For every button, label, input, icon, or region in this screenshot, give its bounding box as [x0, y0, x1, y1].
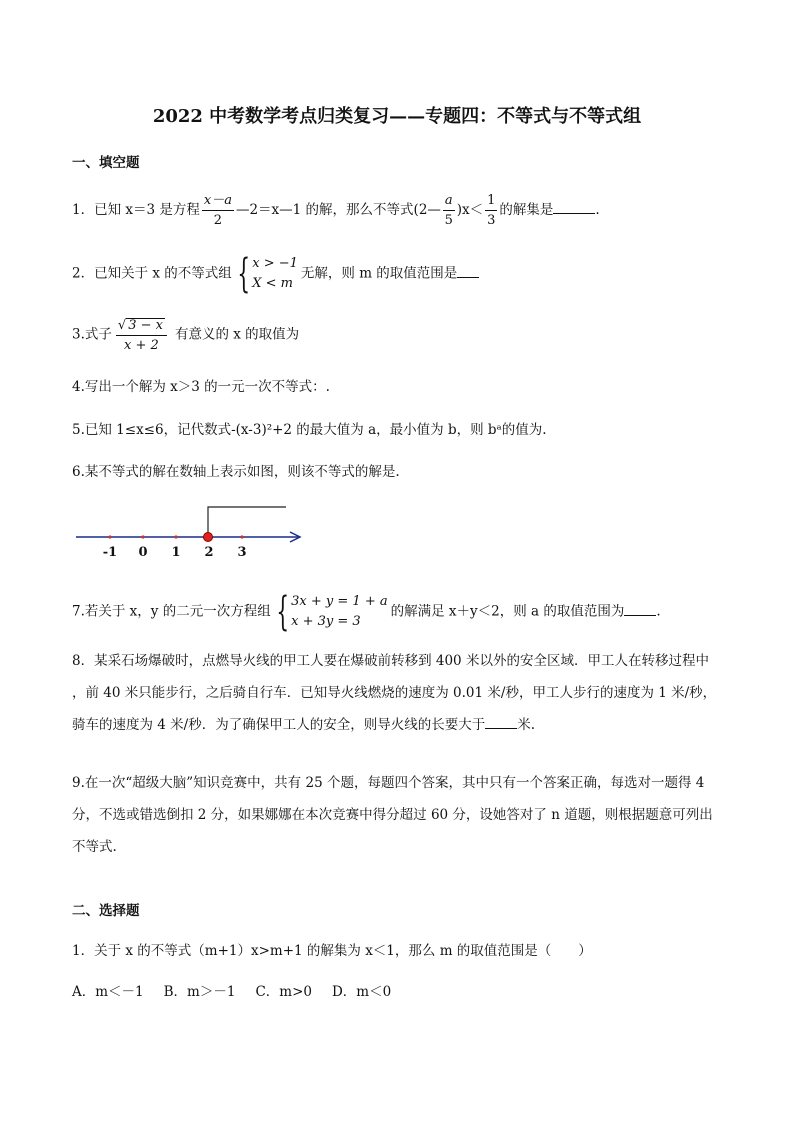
q3-radicand: 3 − x [128, 318, 163, 333]
question-7 [72, 589, 661, 635]
question-3 [72, 318, 299, 352]
q1-frac3-den: 3 [487, 213, 496, 228]
solution-point [204, 533, 213, 542]
q2-answer-blank[interactable] [457, 263, 479, 278]
q7-text-b: 的解满足 x＋y＜2，则 a 的取值范围为 [390, 603, 625, 620]
q7-row-2: x + 3y = 3 [291, 614, 361, 629]
question-6: 6.某不等式的解在数轴上表示如图，则该不等式的解是. [72, 464, 400, 480]
question-8 [72, 645, 722, 741]
question-2 [72, 251, 479, 297]
q3-frac-den: x + 2 [124, 338, 159, 353]
sqrt-symbol: √ 3 − x [117, 318, 163, 333]
q7-row-1: 3x + y = 1 + a [291, 594, 388, 609]
q8-line-3b: 米. [517, 717, 536, 733]
q8-answer-blank[interactable] [485, 714, 517, 729]
q2-row-1: x > −1 [252, 256, 298, 271]
mc-question-1: 1．关于 x 的不等式（m+1）x>m+1 的解集为 x＜1，那么 m 的取值范围是（ ） [72, 943, 592, 959]
number-line-tick [240, 535, 243, 538]
mc-question-1-options [72, 982, 391, 1002]
number-line-tick-label: 3 [237, 545, 247, 560]
question-1 [72, 194, 600, 227]
q2-text-a: 2．已知关于 x 的不等式组 [72, 265, 232, 282]
option-a[interactable]: A．m＜－1 [72, 984, 144, 1000]
question-9 [72, 767, 722, 863]
q9-line-2: 分，不选或错选倒扣 2 分，如果娜娜在本次竞赛中得分超过 60 分，设她答对了 n 道题，则根据题意可列出 [72, 807, 713, 823]
page-title: 2022 中考数学考点归类复习——专题四：不等式与不等式组 [152, 106, 642, 127]
number-line-tick [141, 535, 144, 538]
q7-equation-system [274, 589, 388, 635]
question-5: 5.已知 1≤x≤6，记代数式-(x-3)²+2 的最大值为 a，最小值为 b，则 bᵃ的值为. [72, 422, 547, 438]
q8-line-3 [72, 709, 722, 741]
section-heading-fill-blank: 一、填空题 [72, 155, 140, 171]
q7-brace: { [276, 589, 289, 635]
q9-line-3: 不等式. [72, 839, 117, 855]
q1-frac3-num: 1 [485, 194, 497, 211]
number-line-tick-label: 1 [171, 545, 181, 560]
option-b[interactable]: B．m＞－1 [163, 984, 236, 1000]
q7-answer-blank[interactable] [624, 601, 656, 616]
number-line-tick-label: 0 [138, 545, 148, 560]
q1-frac2-den: 5 [444, 213, 453, 228]
q2-inequality-system [235, 251, 298, 297]
q1-fraction-2 [443, 194, 455, 227]
number-line-tick [174, 535, 177, 538]
q2-text-b: 无解，则 m 的取值范围是 [300, 265, 458, 282]
q3-text-b: 有意义的 x 的取值为 [174, 326, 300, 343]
q8-line-1: 8．某采石场爆破时，点燃导火线的甲工人要在爆破前转移到 400 米以外的安全区域．甲工人在转移过程中 [72, 653, 709, 669]
number-line-ticks [103, 535, 247, 560]
solution-ray [208, 507, 286, 537]
number-line-tick-label: -1 [102, 545, 118, 560]
q3-frac-num [116, 318, 167, 336]
q1-text-e: . [595, 202, 600, 218]
number-line-tick-label: 2 [204, 545, 214, 560]
option-d[interactable]: D．m＜0 [331, 984, 392, 1000]
q1-frac-num: x－a [202, 194, 234, 211]
q2-brace: { [237, 251, 250, 297]
q1-text-b: —2＝x—1 的解，那么不等式(2— [235, 202, 441, 218]
q3-text-a: 3.式子 [72, 326, 112, 343]
q1-text-d: 的解集是 [499, 202, 554, 218]
q3-fraction [116, 318, 167, 352]
number-line-figure [70, 500, 310, 560]
q1-frac-den: 2 [213, 213, 223, 228]
q1-fraction-3 [485, 194, 497, 227]
q7-text-a: 7.若关于 x，y 的二元一次方程组 [72, 603, 271, 620]
q7-text-c: . [656, 603, 661, 620]
q9-line-1: 9.在一次“超级大脑”知识竞赛中，共有 25 个题，每题四个答案，其中只有一个答案正确，每选对一题得 4 [72, 775, 705, 791]
option-c[interactable]: C．m>0 [255, 984, 312, 1000]
q1-text-c: )x＜ [456, 202, 484, 218]
q8-line-2: ，前 40 米只能步行，之后骑自行车．已知导火线燃烧的速度为 0.01 米/秒，甲工人步行的速度为 1 米/秒， [72, 685, 717, 701]
q1-answer-blank[interactable] [553, 199, 595, 214]
q1-frac2-num: a [443, 194, 455, 211]
q1-fraction [202, 194, 234, 227]
q8-line-3a: 骑车的速度为 4 米/秒．为了确保甲工人的安全，则导火线的长要大于 [72, 717, 486, 733]
q1-text-a: 1．已知 x＝3 是方程 [72, 202, 200, 218]
q2-row-2: X < m [252, 276, 293, 291]
section-heading-multiple-choice: 二、选择题 [72, 903, 140, 919]
question-4: 4.写出一个解为 x＞3 的一元一次不等式：. [72, 379, 330, 395]
number-line-tick [108, 535, 111, 538]
